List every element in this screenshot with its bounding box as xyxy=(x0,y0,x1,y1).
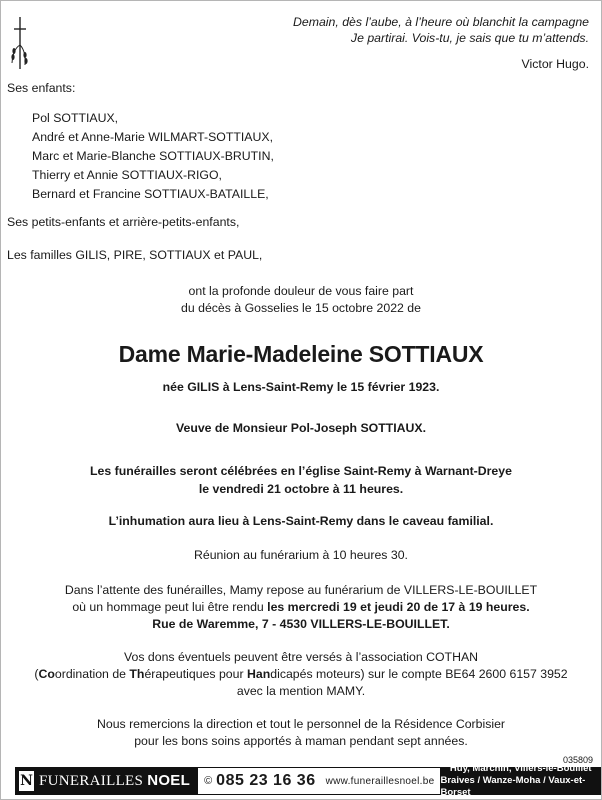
children-heading: Ses enfants: xyxy=(7,81,76,95)
brand-name-a: FUNERAILLES xyxy=(39,773,148,789)
donation-co: Co xyxy=(38,667,55,681)
visit-line-2-text: où un hommage peut lui être rendu xyxy=(72,600,268,614)
child-name-4: Thierry et Annie SOTTIAUX-RIGO, xyxy=(32,168,222,182)
brand-name-b: NOEL xyxy=(147,772,191,789)
funeral-home-banner xyxy=(15,763,601,798)
child-name-2: André et Anne-Marie WILMART-SOTTIAUX, xyxy=(32,130,274,144)
funeral-line-2: le vendredi 21 octobre à 11 heures. xyxy=(198,482,404,496)
brand-box xyxy=(15,767,198,795)
brand-name xyxy=(39,772,190,790)
visit-address: Rue de Waremme, 7 - 4530 VILLERS-LE-BOUILLET. xyxy=(152,617,450,631)
visit-hours: les mercredi 19 et jeudi 20 de 17 à 19 heures. xyxy=(267,600,530,614)
poem-author: Victor Hugo. xyxy=(521,57,589,71)
thanks-line-2: pour les bons soins apportés à maman pendant sept années. xyxy=(134,734,468,748)
child-name-1: Pol SOTTIAUX, xyxy=(32,111,119,125)
burial-line: L’inhumation aura lieu à Lens-Saint-Remy dans le caveau familial. xyxy=(108,514,494,528)
grandchildren-line: Ses petits-enfants et arrière-petits-enfants, xyxy=(7,215,240,229)
donation-th: Th xyxy=(129,667,145,681)
donation-text-1: ordination de xyxy=(54,667,130,681)
child-name-5: Bernard et Francine SOTTIAUX-BATAILLE, xyxy=(32,187,269,201)
families-line: Les familles GILIS, PIRE, SOTTIAUX et PAUL, xyxy=(7,248,263,262)
funeral-line-1: Les funérailles seront célébrées en l’église Saint-Remy à Warnant-Dreye xyxy=(90,464,512,478)
donation-paren: ( xyxy=(34,667,39,681)
website-url: www.funeraillesnoel.be xyxy=(325,775,435,787)
locations-line-2: Braives / Wanze-Moha / Vaux-et-Borset xyxy=(440,775,586,798)
contact-box xyxy=(198,767,440,795)
gathering-line: Réunion au funérarium à 10 heures 30. xyxy=(194,548,408,562)
phone-number: 085 23 16 36 xyxy=(216,772,316,789)
announce-line-2: du décès à Gosselies le 15 octobre 2022 de xyxy=(181,301,421,315)
donation-line-1: Vos dons éventuels peuvent être versés à l’association COTHAN xyxy=(123,650,479,664)
poem-quote xyxy=(169,15,589,46)
donation-text-3: dicapés moteurs) sur le compte BE64 2600 6157 3952 xyxy=(270,667,568,681)
birth-line: née GILIS à Lens-Saint-Remy le 15 février 1923. xyxy=(162,380,440,394)
poem-line-2: Je partirai. Vois-tu, je sais que tu m’attends. xyxy=(350,30,589,45)
locations-line-1: Huy, Marchin, Villers-le-Bouillet xyxy=(449,763,592,774)
poem-line-1: Demain, dès l’aube, à l’heure où blanchit la campagne xyxy=(293,15,589,29)
visit-line-1: Dans l’attente des funérailles, Mamy repose au funérarium de VILLERS-LE-BOUILLET xyxy=(64,583,538,597)
cross-with-wheat-icon xyxy=(9,15,31,71)
copyright-icon: © xyxy=(204,775,213,787)
locations-box xyxy=(440,763,601,798)
deceased-name: Dame Marie-Madeleine SOTTIAUX xyxy=(118,341,484,367)
thanks-line-1: Nous remercions la direction et tout le personnel de la Résidence Corbisier xyxy=(96,717,506,731)
child-name-3: Marc et Marie-Blanche SOTTIAUX-BRUTIN, xyxy=(32,149,274,163)
donation-han: Han xyxy=(247,667,271,681)
reference-code: 035809 xyxy=(562,755,593,765)
donation-text-2: érapeutiques pour xyxy=(144,667,248,681)
announce-line-1: ont la profonde douleur de vous faire part xyxy=(188,284,414,298)
donation-line-3: avec la mention MAMY. xyxy=(236,684,366,698)
widow-line: Veuve de Monsieur Pol-Joseph SOTTIAUX. xyxy=(175,421,427,435)
noel-logo-icon: N xyxy=(20,773,33,789)
